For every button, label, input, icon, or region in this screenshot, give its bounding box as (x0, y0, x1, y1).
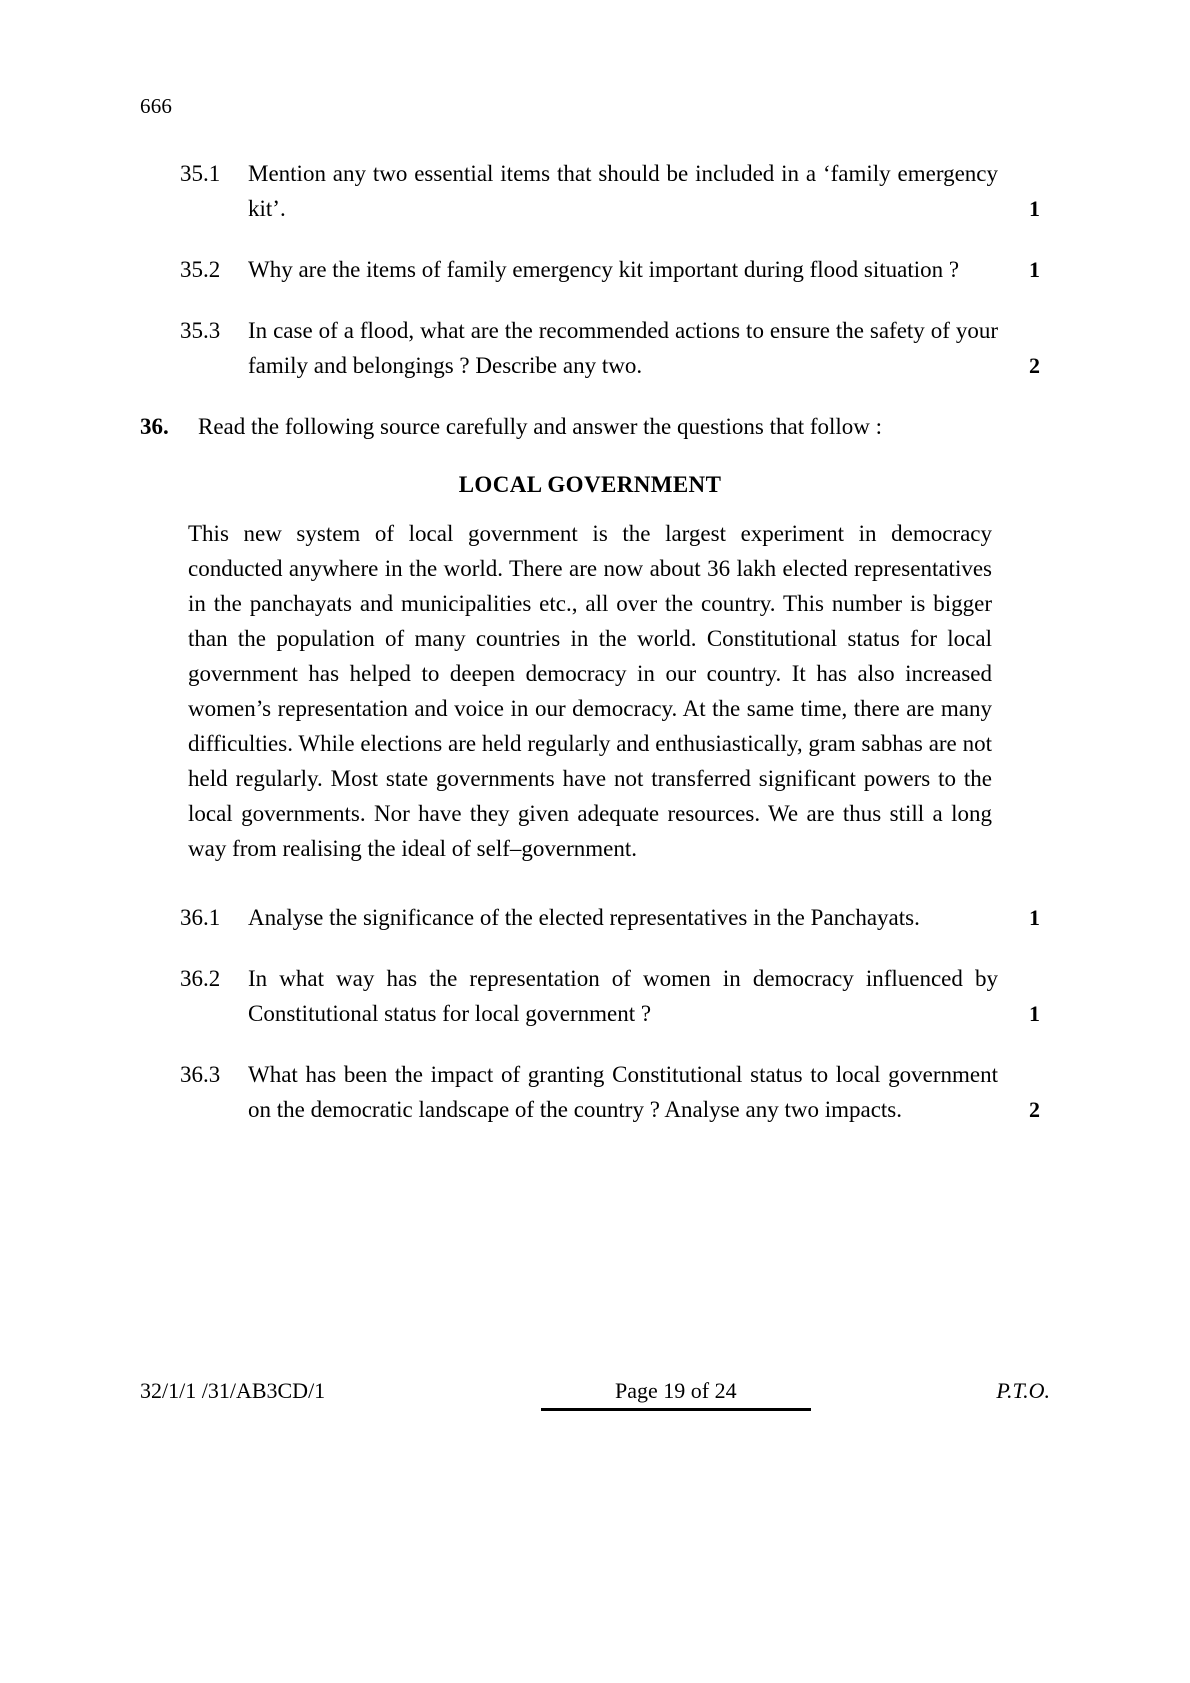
question-row (140, 252, 1040, 287)
pto-label: P.T.O. (996, 1377, 1050, 1403)
question-marks: 1 (1029, 196, 1040, 222)
page-footer (140, 1378, 1050, 1411)
paper-series-code: 32/1/1 /31/AB3CD/1 (140, 1377, 326, 1403)
question-number: 36.1 (180, 905, 221, 931)
question-36-row (140, 409, 1040, 444)
question-text: What has been the impact of granting Constitutional status to local government on the democratic landscape of the country ? Analyse any two impacts. (248, 1062, 998, 1123)
question-row (140, 900, 1040, 935)
question-row (140, 961, 1040, 1031)
question-marks: 1 (1029, 905, 1040, 931)
question-text: Why are the items of family emergency kit important during flood situation ? (248, 257, 960, 283)
question-number: 35.2 (180, 257, 221, 283)
question-36-number: 36. (140, 414, 169, 440)
question-36-instruction: Read the following source carefully and answer the questions that follow : (198, 414, 883, 440)
question-row (140, 156, 1040, 226)
question-marks: 2 (1029, 1097, 1040, 1123)
question-marks: 2 (1029, 353, 1040, 379)
question-number: 35.3 (180, 318, 221, 344)
question-text: In what way has the representation of women in democracy influenced by Constitutional status for local government ? (248, 966, 998, 1027)
source-passage-text: This new system of local government is the largest experiment in democracy conducted anywhere in the world. There are now about 36 lakh elected representatives in the panchayats and municipalities etc., all over the country. This number is bigger than the population of many countries in the world. Constitutional status for local government has helped to deepen democracy in our country. It has also increased women’s representation and voice in our democracy. At the same time, there are many difficulties. While elections are held regularly and enthusiastically, gram sabhas are not held regularly. Most state governments have not transferred significant powers to the local governments. Nor have they given adequate resources. We are thus still a long way from realising the ideal of self–government. (188, 521, 992, 862)
paper-code: 666 (140, 94, 173, 118)
question-number: 36.2 (180, 966, 221, 992)
question-text: Mention any two essential items that should be included in a ‘family emergency kit’. (248, 161, 998, 222)
question-text: Analyse the significance of the elected representatives in the Panchayats. (248, 905, 920, 931)
page-number-label: Page 19 of 24 (541, 1378, 811, 1411)
question-number: 36.3 (180, 1062, 221, 1088)
question-text: In case of a flood, what are the recommended actions to ensure the safety of your family and belongings ? Describe any two. (248, 318, 998, 379)
question-marks: 1 (1029, 257, 1040, 283)
question-number: 35.1 (180, 161, 221, 187)
spacer (140, 866, 1040, 900)
question-row (140, 1057, 1040, 1127)
page-number-block (541, 1378, 811, 1411)
source-title: LOCAL GOVERNMENT (458, 472, 722, 498)
question-marks: 1 (1029, 1001, 1040, 1027)
question-row (140, 313, 1040, 383)
source-passage (188, 516, 992, 866)
